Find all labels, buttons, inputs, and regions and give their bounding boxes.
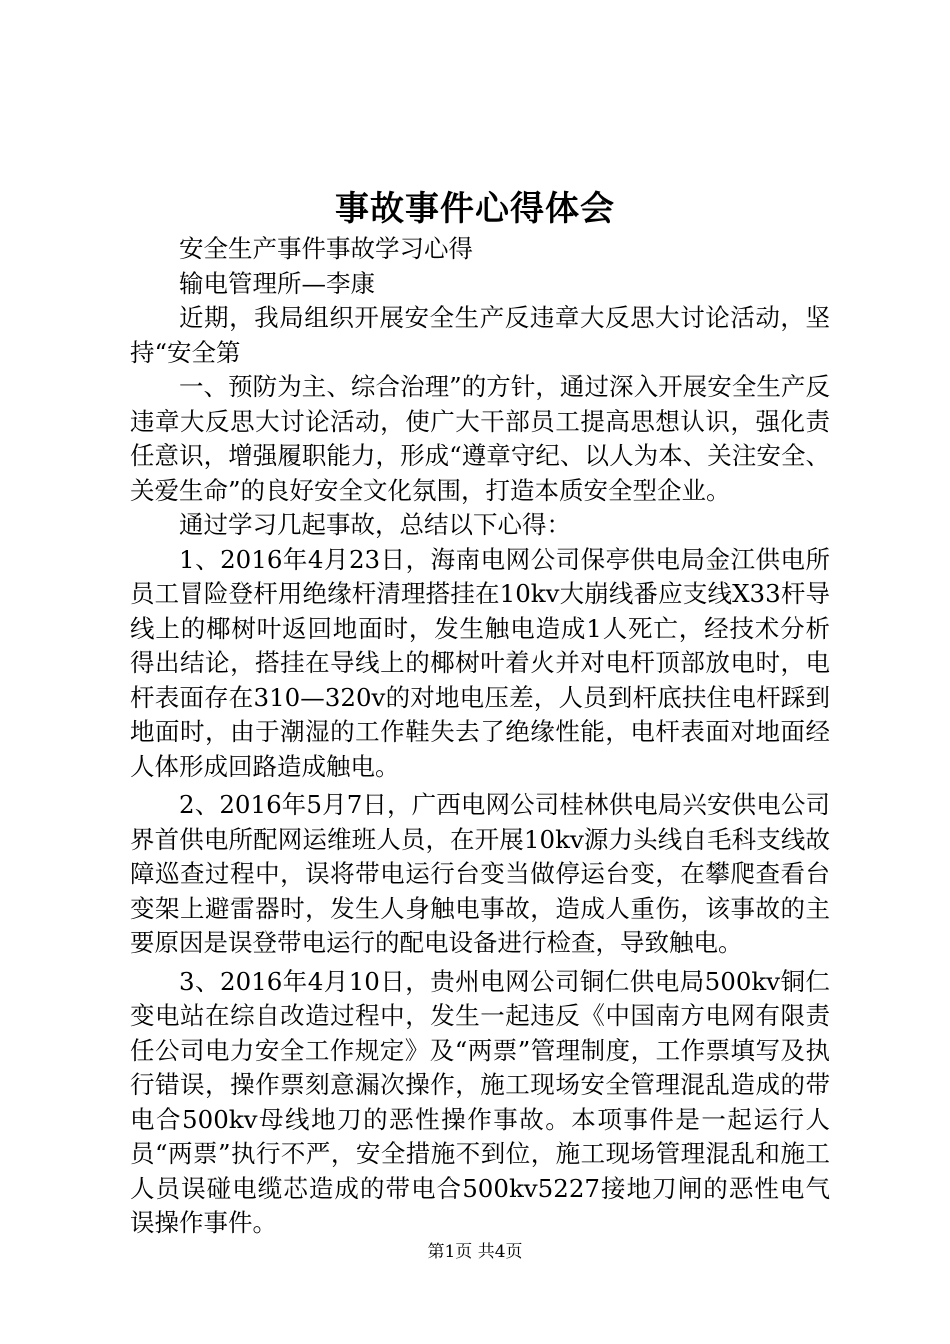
paragraph-summary-lead: 通过学习几起事故，总结以下心得：	[179, 510, 571, 539]
document-body	[130, 232, 830, 1241]
paragraph-intro: 近期，我局组织开展安全生产反违章大反思大讨论活动，坚持“安全第	[130, 303, 830, 367]
paragraph-case-2: 2、2016年5月7日，广西电网公司桂林供电局兴安供电公司界首供电所配网运维班人员，在开展10kv源力头线自毛科支线故障巡查过程中，误将带电运行台变当做停运台变，在攀爬查看台变架上避雷器时，发生人身触电事故，造成人重伤，该事故的主要原因是误登带电运行的配电设备进行检查，导致触电。	[130, 790, 830, 957]
page-number-footer: 第1页 共4页	[427, 1242, 523, 1262]
paragraph-policy: 一、预防为主、综合治理”的方针，通过深入开展安全生产反违章大反思大讨论活动，使广大干部员工提高思想认识，强化责任意识，增强履职能力，形成“遵章守纪、以人为本、关注安全、关爱生命”的良好安全文化氛围，打造本质安全型企业。	[130, 372, 830, 505]
paragraph-case-1: 1、2016年4月23日，海南电网公司保亭供电局金江供电所员工冒险登杆用绝缘杆清理搭挂在10kv大崩线番应支线X33杆导线上的椰树叶返回地面时，发生触电造成1人死亡，经技术分析得出结论，搭挂在导线上的椰树叶着火并对电杆顶部放电时，电杆表面存在310—320v的对地电压差，人员到杆底扶住电杆踩到地面时，由于潮湿的工作鞋失去了绝缘性能，电杆表面对地面经人体形成回路造成触电。	[130, 544, 830, 781]
document-title: 事故事件心得体会	[335, 189, 615, 229]
paragraph-subtitle: 安全生产事件事故学习心得	[179, 234, 473, 263]
paragraph-case-3: 3、2016年4月10日，贵州电网公司铜仁供电局500kv铜仁变电站在综自改造过程中，发生一起违反《中国南方电网有限责任公司电力安全工作规定》及“两票”管理制度，工作票填写及执行错误，操作票刻意漏次操作，施工现场安全管理混乱造成的带电合500kv母线地刀的恶性操作事故。本项事件是一起运行人员“两票”执行不严，安全措施不到位，施工现场管理混乱和施工人员误碰电缆芯造成的带电合500kv5227接地刀闸的恶性电气误操作事件。	[130, 966, 830, 1237]
paragraph-author: 输电管理所—李康	[179, 268, 375, 298]
